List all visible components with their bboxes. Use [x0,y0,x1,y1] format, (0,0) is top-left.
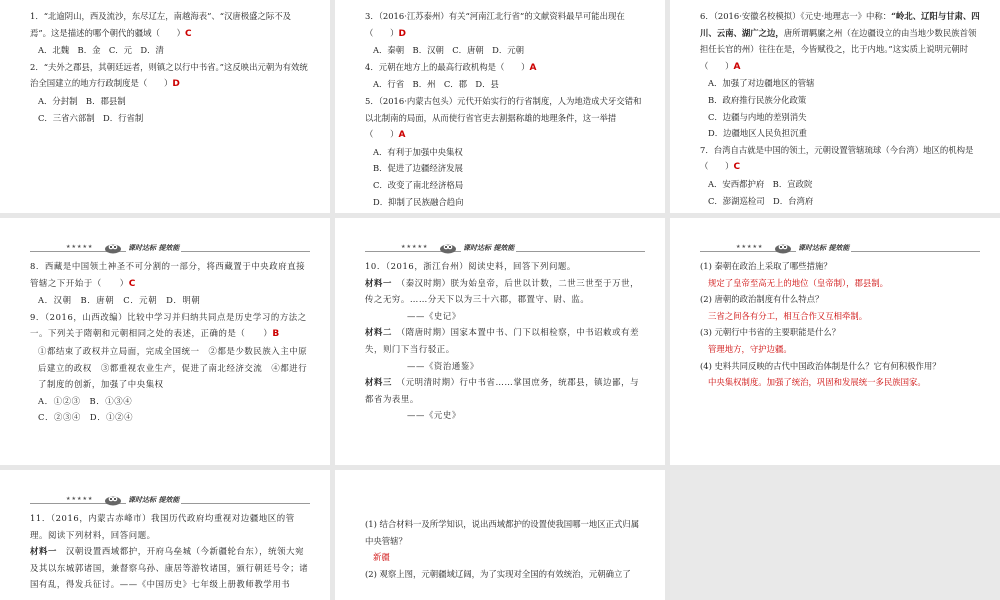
question-9-items: ①都结束了政权并立局面，完成全国统一 ②都是少数民族入主中原后建立的政权 ③都重视农业生产，促进了南北经济交流 ④都进行了制度的创新，加强了中央集权 [38,345,308,390]
question-3-options: A．秦朝 B．汉朝 C．唐朝 D．元朝 [373,45,524,56]
material-1-source: ——《史记》 [407,310,461,321]
header-title: 课时达标 提效能 [128,496,180,504]
question-7-option: C．澎湖巡检司 D．台湾府 [708,195,814,206]
question-11: 11．（2016，内蒙古赤峰市）我国历代政府均重视对边疆地区的管理。阅读下列材料，回答问题。 [30,513,295,540]
question-5-option: B．促进了边疆经济发展 [373,163,463,174]
sub-answer: 中央集权制度。加强了统治，巩固和发展统一多民族国家。 [708,377,926,388]
sub-answer: 管理地方，守护边疆。 [708,343,792,354]
sub-question: (2) 观察上图，元朝疆域辽阔，为了实现对全国的有效统治，元朝确立了 [365,568,631,579]
question-8: 8．西藏是中国领土神圣不可分割的一部分，将西藏置于中央政府直接管辖之下开始于（ ）C [30,261,306,289]
sub-question: (3) 元朝行中书省的主要职能是什么？ [700,327,841,338]
answer-4: A [529,62,537,73]
question-7: 7．台湾自古就是中国的领土，元朝设置管辖琉球（今台湾）地区的机构是（ ）C [700,144,974,173]
slide-3 [670,0,1000,213]
sub-answer: 三省之间各有分工，相互合作又互相牵制。 [708,310,868,321]
answer-5: A [398,130,406,141]
sub-question: (1) 秦朝在政治上采取了哪些措施？ [700,261,832,271]
slide-header [30,492,310,508]
question-8-options: A．汉朝 B．唐朝 C．元朝 D．明朝 [38,295,201,306]
question-5-option: D．抑制了民族融合趋向 [373,196,464,207]
mascot-icon [104,494,122,506]
sub-question: (1) 结合材料一及所学知识，说出西域都护的设置使我国哪一地区正式归属中央管辖？ [365,519,640,546]
slide-4-content [30,258,310,426]
question-2: 2．“夫外之郡县，其朝廷远者，则镇之以行中书省。”这反映出元朝为有效统治全国建立的地方行政制度是（ ）D [30,61,308,90]
header-stars: ★★★★★ [66,496,94,502]
question-6-option: A．加强了对边疆地区的管辖 [708,78,815,89]
material-2-source: ——《资治通鉴》 [407,360,479,371]
header-stars: ★★★★★ [66,244,94,250]
mascot-icon [774,242,792,254]
question-1-options: A．北魏 B．金 C．元 D．清 [38,45,164,56]
material-3-source: ——《元史》 [407,410,461,421]
question-6: 6．（2016·安徽名校模拟）《元史·地理志一》中称：“岭北、辽阳与甘肃、四川、云南、湖广之边，唐所谓羁縻之州（在边疆设立的由当地少数民族首领担任长官的州）往往在是，今皆赋役之，比于内地。”这实质上说明元朝时（ ）A [700,11,980,72]
slide-8-content [365,516,645,582]
header-title: 课时达标 提效能 [463,244,515,252]
sub-question: (4) 史料共同反映的古代中国政治体制是什么？它有何积极作用？ [700,360,941,371]
slide-5 [335,218,665,465]
answer-8: C [128,278,136,289]
question-5-option: A．有利于加强中央集权 [373,146,463,157]
material-1: 材料一 （秦汉时期）朕为始皇帝，后世以计数，二世三世至于万世，传之无穷。……分天下以为三十六郡，郡置守、尉、监。 [365,277,640,305]
header-title: 课时达标 提效能 [128,244,180,252]
slide-header [30,240,310,256]
question-9-option: C．②③④ D．①②④ [38,412,134,423]
header-title: 课时达标 提效能 [798,244,850,252]
question-4-options: A．行省 B．州 C．郡 D．县 [373,79,499,90]
mascot-icon [104,242,122,254]
question-9: 9．（2016，山西改编）比较中学习并归纳共同点是历史学习的方法之一。下列关于隋朝和元朝相同之处的表述，正确的是（ ）B [30,311,307,340]
slide-5-content [365,258,645,424]
slide-header [700,240,980,256]
question-6-option: C．边疆与内地的差别消失 [708,111,807,122]
slide-8 [335,470,665,600]
header-stars: ★★★★★ [736,244,764,250]
sub-answer: 规定了皇帝至高无上的地位（皇帝制），郡县制。 [708,277,889,288]
slide-3-content [700,8,980,209]
question-5-option: C．改变了南北经济格局 [373,179,464,190]
answer-3: D [398,28,406,39]
answer-1: C [185,28,192,39]
question-9-option: A．①②③ B．①③④ [38,395,133,406]
slide-7-content [30,510,310,593]
question-1: 1．“北逾阴山，西及流沙，东尽辽左，南越海表”、“汉唐极盛之际不及焉”。这是描述的哪个朝代的疆域（ ）C [30,11,292,39]
answer-9: B [272,329,280,340]
slide-2-content [365,8,645,210]
material-1: 材料一 汉朝设置西域都护，开府乌垒城（今新疆轮台东），统领大宛及其以东城郭诸国，兼督察乌孙、康居等游牧诸国，颁行朝廷号令；诸国有乱，得发兵征讨。——《中国历史》七年级上册教师教学用书 [30,546,309,590]
slide-7 [0,470,330,600]
question-6-option: D．边疆地区人民负担沉重 [708,128,807,139]
question-4: 4．元朝在地方上的最高行政机构是（ ）A [365,61,537,73]
slide-4 [0,218,330,465]
answer-7: C [733,162,741,173]
question-7-option: A．安西都护府 B．宣政院 [708,178,813,189]
question-5: 5．（2016·内蒙古包头）元代开始实行的行省制度，人为地造成犬牙交错和以北制南的局面，从而使行省官吏去割据称雄的地理条件，这一举措（ ）A [365,95,642,141]
question-3: 3．（2016·江苏泰州）有关“河南江北行省”的文献资料最早可能出现在（ ）D [365,11,625,39]
question-2-options-b: C．三省六部制 D．行省制 [38,112,144,123]
slide-6-content [700,258,980,391]
sub-question: (2) 唐朝的政治制度有什么特点？ [700,294,824,305]
material-3: 材料三 （元明清时期）行中书省……掌国庶务，统郡县，镇边鄙，与都省为表里。 [365,377,640,404]
slide-2 [335,0,665,213]
mascot-icon [439,242,457,254]
sub-answer: 新疆 [373,552,390,563]
question-2-options-a: A．分封制 B．郡县制 [38,95,126,106]
material-2: 材料二 （隋唐时期）国家本置中书、门下以相检察，中书诏敕或有差失，则门下当行驳正。 [365,327,640,354]
slide-6 [670,218,1000,465]
header-stars: ★★★★★ [401,244,429,250]
slide-1-content [30,8,310,126]
answer-6: A [733,61,741,72]
material-1-source: ——《中国历史》七年级上册教师教学用书 [119,579,291,590]
question-6-option: B．政府推行民族分化政策 [708,94,807,105]
slide-header [365,240,645,256]
question-10: 10．（2016，浙江台州）阅读史料，回答下列问题。 [365,261,576,271]
slide-1 [0,0,330,213]
answer-2: D [172,79,180,90]
empty-slot [670,470,1000,600]
